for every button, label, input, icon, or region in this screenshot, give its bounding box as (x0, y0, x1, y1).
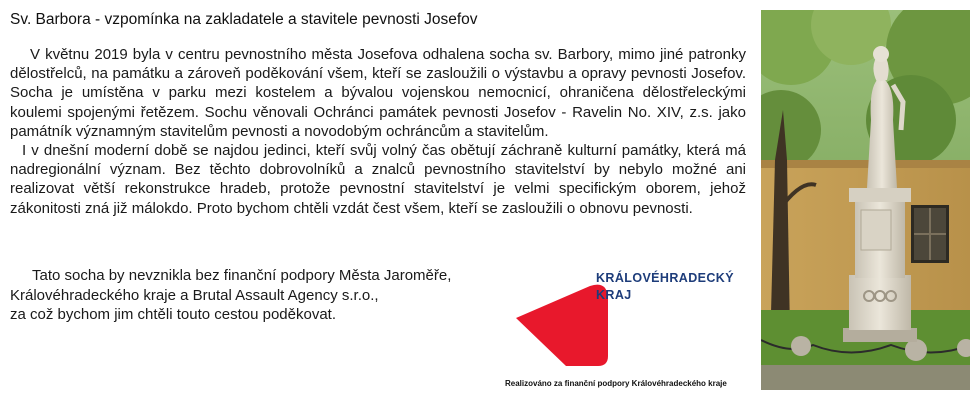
support-line: Tato socha by nevznikla bez finanční podpory Města Jaroměře, (32, 267, 452, 284)
support-line: za což bychom jim chtěli touto cestou poděkovat. (10, 306, 337, 323)
article-title: Sv. Barbora - vzpomínka na zakladatele a stavitele pevnosti Josefov (10, 11, 478, 28)
kraj-logo-line: KRAJ (596, 288, 632, 302)
support-line: Královéhradeckého kraje a Brutal Assault Agency s.r.o., (10, 286, 379, 304)
kraj-logo-text (596, 270, 756, 304)
article-paragraph: V květnu 2019 byla v centru pevnostního města Josefova odhalena socha sv. Barbory, mimo jiné patronky dělostřelců, na památku a zároveň poděkování všem, kteří se zasloužili o výstavbu a opravy pevnosti Josefov. Socha je umístěna v parku mezi kostelem a bývalou vojenskou nemocnicí, ohraničena dělostřeleckými koulemi spojenými řetězem. Sochu věnovali Ochránci památek pevnosti Josefov - Ravelin No. XIV, z.s. jako památník významným stavitelům pevnosti a novodobým ochráncům a stavitelům. (10, 46, 746, 140)
statue-photo (761, 10, 970, 390)
article-paragraph: I v dnešní moderní době se najdou jedinci, kteří svůj volný čas obětují záchraně kulturní památky, která má nadregionální význam. Bez těchto dobrovolníků a znalců pevnostního stavitelství by nebylo možné ani realizovat větší rekonstrukce hradeb, protože pevnostní stavitelství je velmi specifickým oborem, jehož zákonitosti zná již málokdo. Proto bychom chtěli vzdát čest všem, kteří se zasloužili o obnovu pevnosti. (10, 142, 746, 217)
article-body (10, 45, 746, 218)
statue-photo-icon (761, 10, 970, 390)
kraj-logo (516, 268, 756, 368)
support-note (10, 266, 530, 325)
kraj-logo-line: KRÁLOVÉHRADECKÝ (596, 271, 734, 285)
funding-caption: Realizováno za finanční podpory Královéhradeckého kraje (505, 379, 727, 388)
